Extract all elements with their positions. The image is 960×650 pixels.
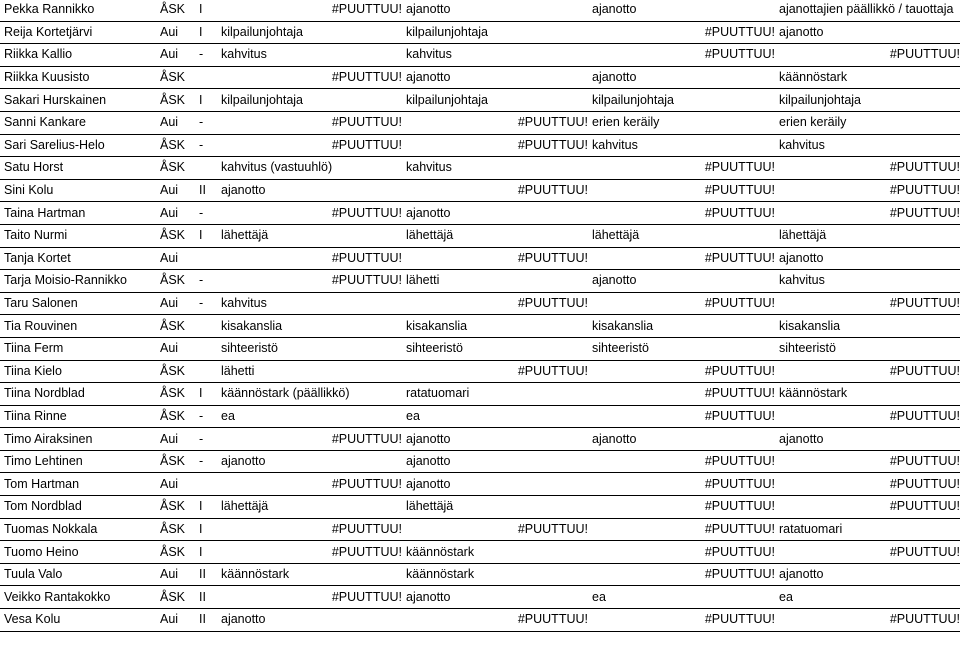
- day1-task-cell: #PUUTTUU!: [217, 0, 402, 21]
- table-row: [0, 450, 960, 473]
- day1-task-cell: #PUUTTUU!: [217, 134, 402, 157]
- table-row: [0, 315, 960, 338]
- level-cell: I: [195, 518, 217, 541]
- level-cell: I: [195, 224, 217, 247]
- level-cell: -: [195, 405, 217, 428]
- day1-task-cell: #PUUTTUU!: [217, 247, 402, 270]
- day4-task-cell: ea: [775, 586, 960, 609]
- day1-task-cell: käännöstark (päällikkö): [217, 383, 402, 406]
- day2-task-cell: käännöstark: [402, 541, 588, 564]
- level-cell: -: [195, 134, 217, 157]
- level-cell: -: [195, 44, 217, 67]
- day3-task-cell: #PUUTTUU!: [588, 247, 775, 270]
- level-cell: [195, 247, 217, 270]
- club-cell: ÅSK: [156, 518, 195, 541]
- day1-task-cell: kahvitus (vastuuhlö): [217, 157, 402, 180]
- table-row: [0, 66, 960, 89]
- day3-task-cell: #PUUTTUU!: [588, 292, 775, 315]
- level-cell: [195, 66, 217, 89]
- day4-task-cell: #PUUTTUU!: [775, 609, 960, 632]
- day1-task-cell: kilpailunjohtaja: [217, 21, 402, 44]
- day2-task-cell: ajanotto: [402, 473, 588, 496]
- club-cell: ÅSK: [156, 496, 195, 519]
- table-row: [0, 360, 960, 383]
- person-name-cell: Sini Kolu: [0, 179, 156, 202]
- person-name-cell: Tanja Kortet: [0, 247, 156, 270]
- day4-task-cell: #PUUTTUU!: [775, 157, 960, 180]
- person-name-cell: Tiina Nordblad: [0, 383, 156, 406]
- day3-task-cell: #PUUTTUU!: [588, 609, 775, 632]
- day2-task-cell: #PUUTTUU!: [402, 518, 588, 541]
- day2-task-cell: lähettäjä: [402, 224, 588, 247]
- day1-task-cell: #PUUTTUU!: [217, 66, 402, 89]
- club-cell: ÅSK: [156, 405, 195, 428]
- person-name-cell: Taru Salonen: [0, 292, 156, 315]
- day3-task-cell: ajanotto: [588, 66, 775, 89]
- table-row: [0, 518, 960, 541]
- day3-task-cell: #PUUTTUU!: [588, 21, 775, 44]
- person-name-cell: Timo Lehtinen: [0, 450, 156, 473]
- day3-task-cell: sihteeristö: [588, 337, 775, 360]
- day1-task-cell: #PUUTTUU!: [217, 518, 402, 541]
- day2-task-cell: ajanotto: [402, 202, 588, 225]
- level-cell: I: [195, 496, 217, 519]
- table-row: [0, 44, 960, 67]
- day2-task-cell: #PUUTTUU!: [402, 247, 588, 270]
- club-cell: ÅSK: [156, 270, 195, 293]
- table-row: [0, 563, 960, 586]
- level-cell: II: [195, 609, 217, 632]
- club-cell: ÅSK: [156, 66, 195, 89]
- day4-task-cell: #PUUTTUU!: [775, 541, 960, 564]
- day3-task-cell: #PUUTTUU!: [588, 496, 775, 519]
- person-name-cell: Satu Horst: [0, 157, 156, 180]
- day2-task-cell: sihteeristö: [402, 337, 588, 360]
- club-cell: Aui: [156, 247, 195, 270]
- day3-task-cell: #PUUTTUU!: [588, 360, 775, 383]
- day2-task-cell: lähettäjä: [402, 496, 588, 519]
- day4-task-cell: ajanotto: [775, 563, 960, 586]
- table-row: [0, 21, 960, 44]
- day3-task-cell: ea: [588, 586, 775, 609]
- day4-task-cell: kilpailunjohtaja: [775, 89, 960, 112]
- day4-task-cell: ajanottajien päällikkö / tauottaja: [775, 0, 960, 21]
- day2-task-cell: kilpailunjohtaja: [402, 89, 588, 112]
- day3-task-cell: #PUUTTUU!: [588, 518, 775, 541]
- person-name-cell: Tiina Ferm: [0, 337, 156, 360]
- day3-task-cell: kisakanslia: [588, 315, 775, 338]
- person-name-cell: Tarja Moisio-Rannikko: [0, 270, 156, 293]
- person-name-cell: Sari Sarelius-Helo: [0, 134, 156, 157]
- person-name-cell: Tom Hartman: [0, 473, 156, 496]
- table-row: [0, 134, 960, 157]
- level-cell: -: [195, 270, 217, 293]
- club-cell: Aui: [156, 111, 195, 134]
- day2-task-cell: #PUUTTUU!: [402, 360, 588, 383]
- club-cell: Aui: [156, 609, 195, 632]
- level-cell: -: [195, 428, 217, 451]
- person-name-cell: Taito Nurmi: [0, 224, 156, 247]
- level-cell: I: [195, 21, 217, 44]
- club-cell: ÅSK: [156, 0, 195, 21]
- table-row: [0, 292, 960, 315]
- day4-task-cell: erien keräily: [775, 111, 960, 134]
- club-cell: ÅSK: [156, 383, 195, 406]
- day4-task-cell: kahvitus: [775, 270, 960, 293]
- level-cell: I: [195, 383, 217, 406]
- day1-task-cell: #PUUTTUU!: [217, 202, 402, 225]
- level-cell: II: [195, 179, 217, 202]
- day4-task-cell: käännöstark: [775, 66, 960, 89]
- day4-task-cell: #PUUTTUU!: [775, 202, 960, 225]
- level-cell: [195, 157, 217, 180]
- table-row: [0, 496, 960, 519]
- day1-task-cell: kahvitus: [217, 44, 402, 67]
- level-cell: II: [195, 586, 217, 609]
- person-name-cell: Tuomas Nokkala: [0, 518, 156, 541]
- day3-task-cell: ajanotto: [588, 270, 775, 293]
- club-cell: Aui: [156, 563, 195, 586]
- person-name-cell: Tia Rouvinen: [0, 315, 156, 338]
- day2-task-cell: #PUUTTUU!: [402, 609, 588, 632]
- person-name-cell: Veikko Rantakokko: [0, 586, 156, 609]
- day4-task-cell: käännöstark: [775, 383, 960, 406]
- club-cell: Aui: [156, 473, 195, 496]
- day1-task-cell: ajanotto: [217, 179, 402, 202]
- level-cell: II: [195, 563, 217, 586]
- level-cell: I: [195, 89, 217, 112]
- person-name-cell: Timo Airaksinen: [0, 428, 156, 451]
- table-row: [0, 473, 960, 496]
- day1-task-cell: #PUUTTUU!: [217, 428, 402, 451]
- day1-task-cell: lähetti: [217, 360, 402, 383]
- day4-task-cell: ajanotto: [775, 428, 960, 451]
- club-cell: ÅSK: [156, 315, 195, 338]
- level-cell: [195, 473, 217, 496]
- day1-task-cell: #PUUTTUU!: [217, 473, 402, 496]
- table-row: [0, 541, 960, 564]
- day4-task-cell: #PUUTTUU!: [775, 179, 960, 202]
- club-cell: ÅSK: [156, 134, 195, 157]
- day2-task-cell: #PUUTTUU!: [402, 292, 588, 315]
- club-cell: Aui: [156, 428, 195, 451]
- day2-task-cell: ajanotto: [402, 586, 588, 609]
- day4-task-cell: sihteeristö: [775, 337, 960, 360]
- day2-task-cell: käännöstark: [402, 563, 588, 586]
- day4-task-cell: #PUUTTUU!: [775, 360, 960, 383]
- person-name-cell: Tuomo Heino: [0, 541, 156, 564]
- day4-task-cell: kisakanslia: [775, 315, 960, 338]
- level-cell: [195, 337, 217, 360]
- day4-task-cell: kahvitus: [775, 134, 960, 157]
- club-cell: Aui: [156, 179, 195, 202]
- club-cell: ÅSK: [156, 224, 195, 247]
- person-name-cell: Sanni Kankare: [0, 111, 156, 134]
- level-cell: I: [195, 0, 217, 21]
- club-cell: Aui: [156, 21, 195, 44]
- day4-task-cell: lähettäjä: [775, 224, 960, 247]
- day3-task-cell: ajanotto: [588, 428, 775, 451]
- day3-task-cell: #PUUTTUU!: [588, 450, 775, 473]
- day2-task-cell: ea: [402, 405, 588, 428]
- person-name-cell: Riikka Kuusisto: [0, 66, 156, 89]
- person-name-cell: Riikka Kallio: [0, 44, 156, 67]
- day2-task-cell: #PUUTTUU!: [402, 179, 588, 202]
- person-name-cell: Tuula Valo: [0, 563, 156, 586]
- day1-task-cell: #PUUTTUU!: [217, 270, 402, 293]
- day1-task-cell: lähettäjä: [217, 496, 402, 519]
- day3-task-cell: #PUUTTUU!: [588, 541, 775, 564]
- day2-task-cell: kahvitus: [402, 157, 588, 180]
- day1-task-cell: ajanotto: [217, 450, 402, 473]
- day4-task-cell: #PUUTTUU!: [775, 292, 960, 315]
- person-name-cell: Sakari Hurskainen: [0, 89, 156, 112]
- table-row: [0, 270, 960, 293]
- day3-task-cell: kahvitus: [588, 134, 775, 157]
- club-cell: Aui: [156, 202, 195, 225]
- club-cell: ÅSK: [156, 360, 195, 383]
- level-cell: -: [195, 292, 217, 315]
- day1-task-cell: ea: [217, 405, 402, 428]
- day4-task-cell: #PUUTTUU!: [775, 496, 960, 519]
- day2-task-cell: lähetti: [402, 270, 588, 293]
- person-name-cell: Tiina Rinne: [0, 405, 156, 428]
- day3-task-cell: erien keräily: [588, 111, 775, 134]
- level-cell: -: [195, 111, 217, 134]
- table-row: [0, 157, 960, 180]
- day3-task-cell: #PUUTTUU!: [588, 157, 775, 180]
- day1-task-cell: käännöstark: [217, 563, 402, 586]
- day3-task-cell: #PUUTTUU!: [588, 563, 775, 586]
- day4-task-cell: ajanotto: [775, 247, 960, 270]
- day1-task-cell: #PUUTTUU!: [217, 586, 402, 609]
- day1-task-cell: kilpailunjohtaja: [217, 89, 402, 112]
- person-name-cell: Vesa Kolu: [0, 609, 156, 632]
- table-row: [0, 0, 960, 21]
- day4-task-cell: #PUUTTUU!: [775, 450, 960, 473]
- day1-task-cell: sihteeristö: [217, 337, 402, 360]
- day3-task-cell: #PUUTTUU!: [588, 44, 775, 67]
- person-name-cell: Reija Kortetjärvi: [0, 21, 156, 44]
- day2-task-cell: ratatuomari: [402, 383, 588, 406]
- day3-task-cell: #PUUTTUU!: [588, 383, 775, 406]
- day1-task-cell: #PUUTTUU!: [217, 111, 402, 134]
- day2-task-cell: #PUUTTUU!: [402, 111, 588, 134]
- day1-task-cell: lähettäjä: [217, 224, 402, 247]
- table-row: [0, 586, 960, 609]
- day2-task-cell: ajanotto: [402, 450, 588, 473]
- day2-task-cell: ajanotto: [402, 0, 588, 21]
- table-row: [0, 247, 960, 270]
- club-cell: ÅSK: [156, 541, 195, 564]
- day4-task-cell: ajanotto: [775, 21, 960, 44]
- table-row: [0, 89, 960, 112]
- day1-task-cell: kahvitus: [217, 292, 402, 315]
- day4-task-cell: #PUUTTUU!: [775, 44, 960, 67]
- club-cell: ÅSK: [156, 586, 195, 609]
- club-cell: Aui: [156, 292, 195, 315]
- club-cell: Aui: [156, 44, 195, 67]
- day2-task-cell: kisakanslia: [402, 315, 588, 338]
- table-row: [0, 609, 960, 632]
- day2-task-cell: kilpailunjohtaja: [402, 21, 588, 44]
- person-name-cell: Tom Nordblad: [0, 496, 156, 519]
- day3-task-cell: #PUUTTUU!: [588, 473, 775, 496]
- day2-task-cell: ajanotto: [402, 66, 588, 89]
- table-row: [0, 202, 960, 225]
- day4-task-cell: #PUUTTUU!: [775, 473, 960, 496]
- table-row: [0, 179, 960, 202]
- level-cell: I: [195, 541, 217, 564]
- table-row: [0, 111, 960, 134]
- table-row: [0, 337, 960, 360]
- person-name-cell: Tiina Kielo: [0, 360, 156, 383]
- day3-task-cell: #PUUTTUU!: [588, 405, 775, 428]
- club-cell: ÅSK: [156, 157, 195, 180]
- table-row: [0, 405, 960, 428]
- day3-task-cell: #PUUTTUU!: [588, 202, 775, 225]
- table-row: [0, 224, 960, 247]
- club-cell: ÅSK: [156, 89, 195, 112]
- level-cell: -: [195, 202, 217, 225]
- person-name-cell: Taina Hartman: [0, 202, 156, 225]
- day3-task-cell: #PUUTTUU!: [588, 179, 775, 202]
- day4-task-cell: ratatuomari: [775, 518, 960, 541]
- club-cell: Aui: [156, 337, 195, 360]
- level-cell: [195, 315, 217, 338]
- level-cell: -: [195, 450, 217, 473]
- day3-task-cell: ajanotto: [588, 0, 775, 21]
- table-row: [0, 428, 960, 451]
- day1-task-cell: kisakanslia: [217, 315, 402, 338]
- table-row: [0, 383, 960, 406]
- day2-task-cell: #PUUTTUU!: [402, 134, 588, 157]
- day2-task-cell: kahvitus: [402, 44, 588, 67]
- day1-task-cell: ajanotto: [217, 609, 402, 632]
- club-cell: ÅSK: [156, 450, 195, 473]
- day3-task-cell: kilpailunjohtaja: [588, 89, 775, 112]
- day2-task-cell: ajanotto: [402, 428, 588, 451]
- day3-task-cell: lähettäjä: [588, 224, 775, 247]
- level-cell: [195, 360, 217, 383]
- person-name-cell: Pekka Rannikko: [0, 0, 156, 21]
- day4-task-cell: #PUUTTUU!: [775, 405, 960, 428]
- day1-task-cell: #PUUTTUU!: [217, 541, 402, 564]
